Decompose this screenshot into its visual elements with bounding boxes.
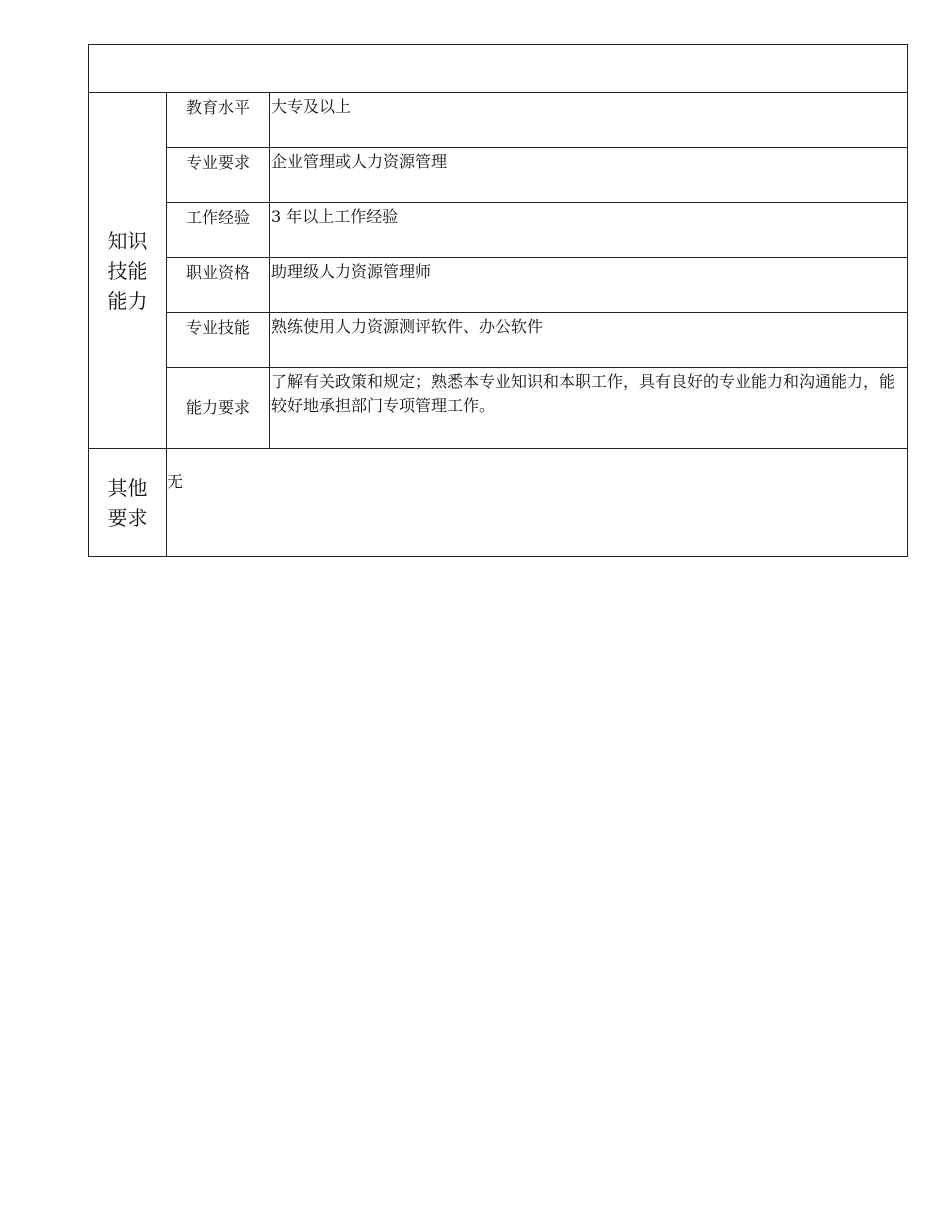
- row-label-experience: 工作经验: [167, 203, 270, 258]
- table-row: [89, 258, 908, 313]
- section-title-line: 知识: [107, 228, 148, 253]
- row-value-experience: 3 年以上工作经验: [270, 203, 908, 258]
- table-row: [89, 148, 908, 203]
- row-label-skills: 专业技能: [167, 313, 270, 368]
- section-title-knowledge: [89, 93, 167, 449]
- header-cell: [89, 45, 908, 93]
- row-label-qualification: 职业资格: [167, 258, 270, 313]
- other-requirements-value: 无: [167, 449, 908, 557]
- table-row: [89, 203, 908, 258]
- row-value-skills: 熟练使用人力资源测评软件、办公软件: [270, 313, 908, 368]
- row-label-ability: 能力要求: [167, 368, 270, 449]
- row-value-ability: 了解有关政策和规定；熟悉本专业知识和本职工作，具有良好的专业能力和沟通能力，能较好地承担部门专项管理工作。: [270, 368, 908, 449]
- row-value-major: 企业管理或人力资源管理: [270, 148, 908, 203]
- table-row: [89, 368, 908, 449]
- table-row: [89, 313, 908, 368]
- row-label-major: 专业要求: [167, 148, 270, 203]
- section-title-line: 其他: [107, 475, 148, 500]
- section-title-line: 要求: [107, 505, 148, 530]
- row-label-education: 教育水平: [167, 93, 270, 148]
- section-title-other: [89, 449, 167, 557]
- table-row: [89, 449, 908, 557]
- table-header-row: [89, 45, 908, 93]
- section-title-line: 能力: [107, 288, 148, 313]
- job-requirements-table: [88, 44, 908, 557]
- row-value-education: 大专及以上: [270, 93, 908, 148]
- table-row: [89, 93, 908, 148]
- section-title-line: 技能: [107, 258, 148, 283]
- row-value-qualification: 助理级人力资源管理师: [270, 258, 908, 313]
